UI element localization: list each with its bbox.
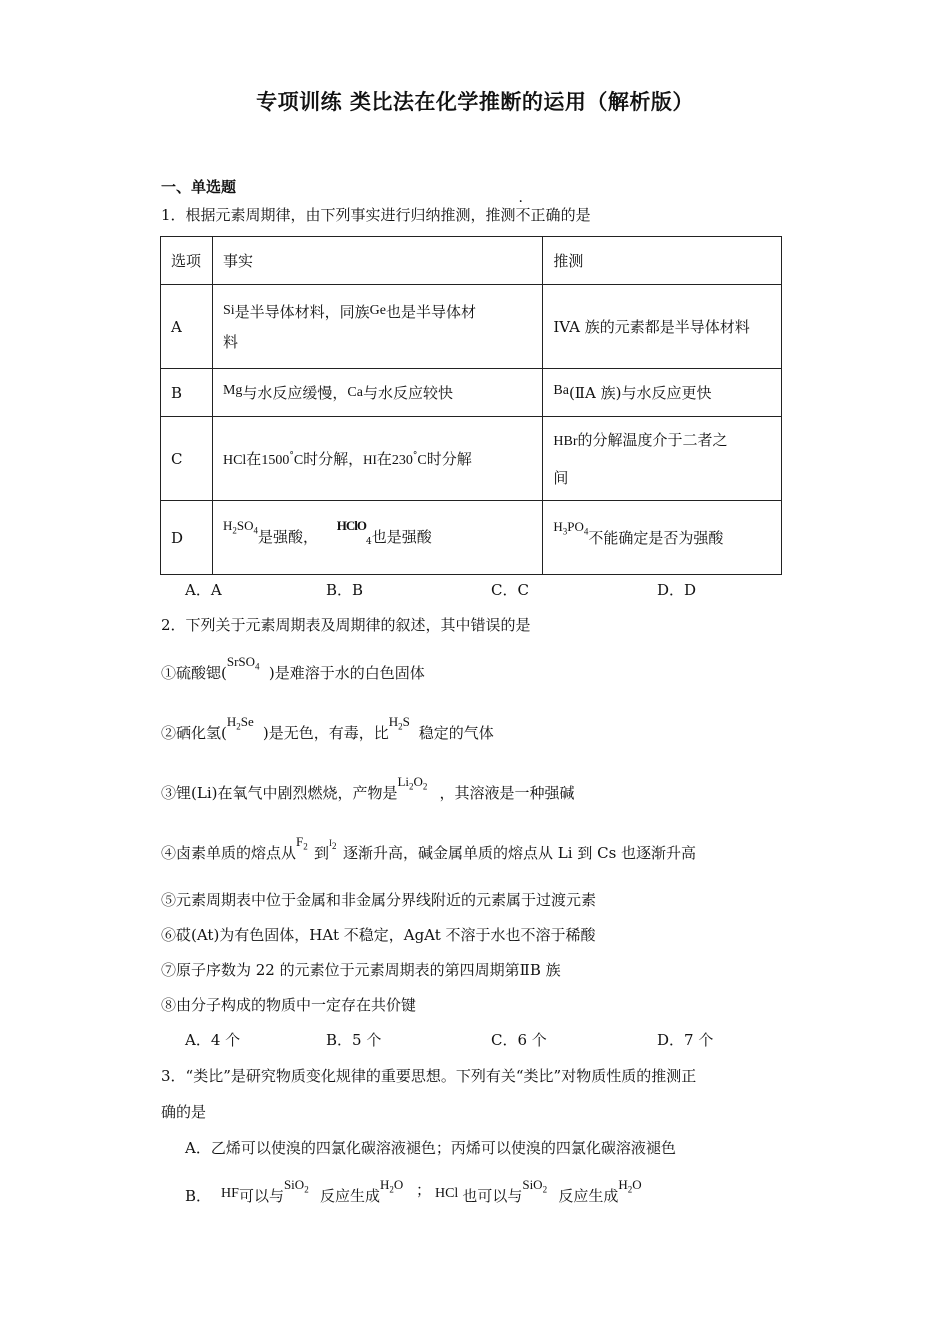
fact-text: 是半导体材料，同族 [234,302,370,321]
fact-text: 是强酸， [257,528,318,546]
chem-sub: 2 [389,1184,394,1195]
fact-text: 也是强酸 [371,528,432,546]
chem-sub: 2 [304,1184,309,1195]
section-heading: 一、单选题 [161,178,237,196]
row-guess [543,369,782,417]
item-text: ①硫酸锶( [161,664,227,682]
chem-sub: 2 [542,1184,548,1195]
q2-item-4 [161,834,697,864]
table-row [161,417,782,501]
chem-sio2: SiO [283,1177,305,1192]
fact-text: 在 [246,450,262,468]
q1-stem-emphasis: 不正确 [515,206,561,224]
row-guess [543,417,782,501]
option-text: 可以与 [238,1187,284,1205]
chem-sio2: SiO [522,1177,543,1192]
chem-sub: 4 [366,537,372,547]
chem-si: Si [222,302,235,318]
item-text: ③锂(Li)在氧气中剧烈燃烧，产物是 [161,784,398,802]
chem-li2o2: O [413,774,423,789]
chem-sub: 4 [583,526,589,537]
q1-table [160,236,782,575]
chem-sub: 4 [253,525,258,536]
header-option: 选项 [161,237,213,285]
q2-item-3 [161,774,575,804]
chem-f2: F [296,834,304,849]
chem-h2so4: H [222,518,233,533]
chem-hbr: HBr [553,433,578,449]
chem-hclo4: HClO [336,518,366,533]
chem-h2o: O [393,1177,404,1192]
q2-item-8: ⑧由分子构成的物质中一定存在共价键 [161,996,417,1014]
q1-option-a[interactable]: A．A [185,581,222,599]
q2-stem: 2．下列关于元素周期表及周期律的叙述，其中错误的是 [161,616,531,634]
fact-text: 与水反应缓慢， [242,384,348,402]
q1-stem [161,204,591,225]
chem-sub: 2 [398,721,403,732]
fact-text: 料 [222,332,238,351]
q2-option-d[interactable]: D．7 个 [657,1031,714,1049]
chem-sub: 4 [255,661,260,672]
chem-sub: 3 [562,526,568,537]
chem-h2se: Se [240,714,254,729]
option-text: ； [415,1181,431,1199]
fact-text: 时分解， [303,450,364,468]
item-text: ②硒化氢( [161,724,227,742]
q3-stem-line1: 3．“类比”是研究物质变化规律的重要思想。下列有关“类比”对物质性质的推测正 [161,1067,697,1085]
header-guess: 推测 [543,237,782,285]
chem-sub: 2 [303,841,308,852]
fact-text: 与水反应较快 [362,384,453,402]
table-row [161,285,782,369]
q2-item-6: ⑥砹(At)为有色固体，HAt 不稳定，AgAt 不溶于水也不溶于稀酸 [161,926,596,944]
item-text: 到 [314,844,330,862]
chem-sub: 2 [236,721,241,732]
q3-option-a[interactable]: A．乙烯可以使溴的四氯化碳溶液褪色；丙烯可以使溴的四氯化碳溶液褪色 [185,1139,676,1157]
chem-ge: Ge [369,302,386,318]
guess-text: (ⅡA 族)与水反应更快 [568,384,712,402]
row-option: C [161,417,213,501]
option-label: B． [185,1187,212,1205]
fact-text: 时分解 [426,450,472,468]
q1-stem-text: 1．根据元素周期律，由下列事实进行归纳推测，推测 [161,206,516,224]
unit-c: C [293,453,304,468]
guess-text: 的分解温度介于二者之 [577,430,728,449]
item-text: )是难溶于水的白色固体 [268,664,425,682]
chem-sub: 2 [332,840,337,851]
q2-option-a[interactable]: A．4 个 [185,1031,241,1049]
unit-c: C [417,453,427,468]
degree-sign: ° [289,451,294,461]
q2-item-1 [161,654,425,684]
chem-h2s: H [388,714,399,729]
guess-text: 间 [553,468,569,487]
chem-h2so4: SO [236,518,254,533]
chem-h3po4: PO [567,518,584,534]
chem-i2: I [329,838,333,848]
q3-option-b[interactable] [185,1177,654,1207]
chem-mg: Mg [222,383,243,398]
row-option: B [161,369,213,417]
q3-stem-line2: 确的是 [161,1103,207,1121]
chem-h2o: H [618,1177,628,1192]
row-guess: IVA 族的元素都是半导体材料 [543,285,782,369]
item-text: 稳定的气体 [418,724,494,742]
row-fact [212,501,542,575]
guess-text: 不能确定是否为强酸 [588,528,724,547]
row-fact [212,285,542,369]
option-text: 也可以与 [462,1187,523,1205]
fact-text: 在 [376,450,392,468]
q2-item-5: ⑤元素周期表中位于金属和非金属分界线附近的元素属于过渡元素 [161,891,597,909]
chem-h2se: H [226,714,237,729]
option-text: 反应生成 [558,1187,619,1205]
q2-item-7: ⑦原子序数为 22 的元素位于元素周期表的第四周期第ⅡB 族 [161,961,561,979]
row-fact [212,417,542,501]
chem-sub: 2 [232,525,237,536]
fact-text: 也是半导体材 [385,302,476,321]
chem-hcl: HCl [434,1186,459,1201]
chem-sub: 2 [627,1184,633,1195]
q2-item-2 [161,714,494,744]
chem-ca: Ca [347,385,363,400]
chem-hf: HF [221,1186,239,1201]
option-text: 反应生成 [319,1187,380,1205]
temp-value: 230 [391,453,413,468]
table-row [161,501,782,575]
chem-hi: HI [363,452,377,467]
temp-value: 1500 [261,453,290,468]
chem-h2o: O [632,1177,642,1192]
chem-h2o: H [379,1177,390,1192]
chem-sub: 2 [409,781,414,792]
row-option: A [161,285,213,369]
table-row [161,369,782,417]
q1-option-d[interactable]: D．D [657,581,697,599]
chem-li2o2: Li [397,774,410,789]
chem-h2s: S [402,714,410,729]
row-option: D [161,501,213,575]
q2-option-c[interactable]: C．6 个 [491,1031,547,1049]
item-text: ，其溶液是一种强碱 [439,784,575,802]
degree-sign: ° [412,451,418,461]
chem-sub: 2 [422,781,428,792]
chem-ba: Ba [553,383,569,398]
q1-stem-end: 的是 [560,206,591,224]
row-fact [212,369,542,417]
page-title: 专项训练 类比法在化学推断的运用（解析版） [256,89,694,114]
header-fact: 事实 [212,237,542,285]
item-text: )是无色，有毒，比 [262,724,389,742]
item-text: 逐渐升高，碱金属单质的熔点从 Li 到 Cs 也逐渐升高 [343,844,697,862]
chem-h3po4: H [553,518,563,534]
item-text: ④卤素单质的熔点从 [161,844,297,862]
chem-srso4: SrSO [226,654,256,669]
q1-option-c[interactable]: C．C [491,581,529,599]
chem-hcl: HCl [222,453,247,468]
row-guess [543,501,782,575]
q2-option-b[interactable]: B．5 个 [326,1031,382,1049]
table-header-row [161,237,782,285]
q1-option-b[interactable]: B．B [326,581,364,599]
